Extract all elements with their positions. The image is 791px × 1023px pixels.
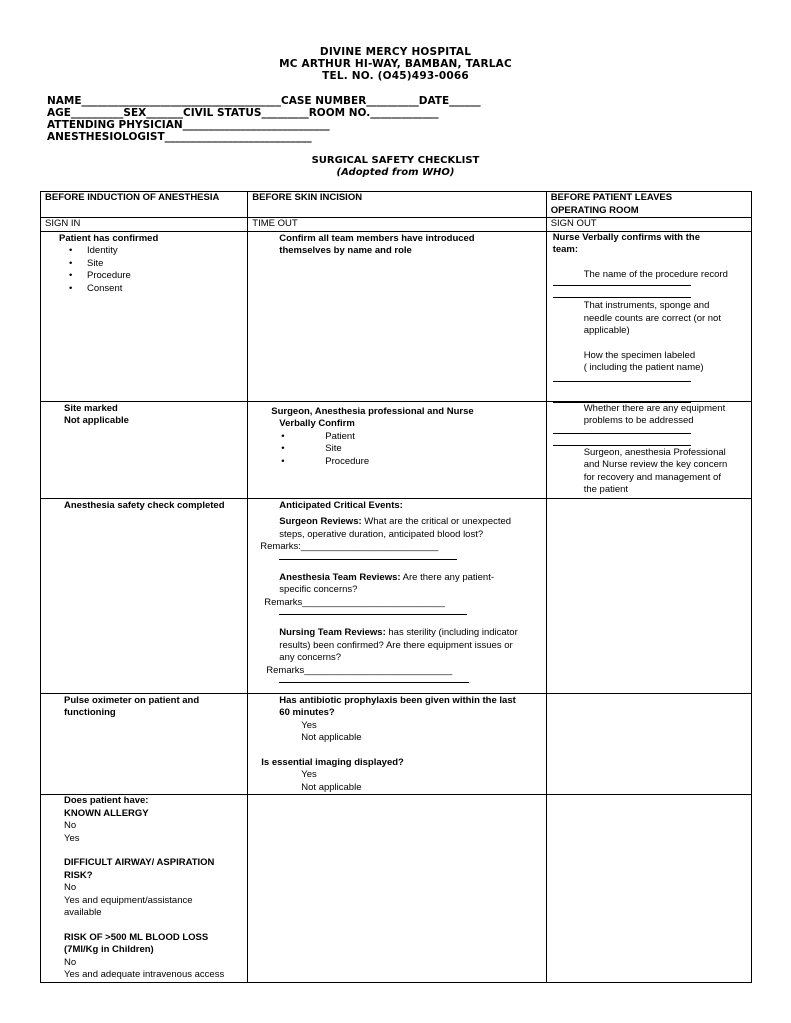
nursing-team-reviews-text2: results) been confirmed? Are there equipment issues or — [279, 639, 513, 651]
blood-loss-no-option[interactable]: No — [64, 956, 77, 968]
col3-header-line2: OPERATING ROOM — [550, 204, 639, 216]
specimen-line2: ( including the patient name) — [583, 362, 704, 373]
row3-col1 — [41, 498, 248, 693]
allergy-yes-option[interactable]: Yes — [64, 832, 80, 844]
row4-col3 — [546, 693, 751, 795]
patient-confirmed-label: Patient has confirmed — [59, 232, 159, 244]
row5-col1 — [41, 795, 248, 983]
phase-sign-in: SIGN IN — [41, 218, 248, 232]
airway-risk-line1: DIFFICULT AIRWAY/ ASPIRATION — [64, 857, 215, 868]
recovery-review-line1[interactable]: Surgeon, anesthesia Professional — [583, 446, 726, 458]
surgeon-reviews-text2: steps, operative duration, anticipated blood lost? — [279, 528, 484, 540]
surgeon-remarks-field[interactable]: Remarks:__________________________ — [260, 541, 439, 552]
pulse-oximeter-line1[interactable]: Pulse oximeter on patient and — [64, 694, 200, 706]
equipment-problems-line2: problems to be addressed — [583, 415, 694, 426]
verbal-confirm-line1: Surgeon, Anesthesia professional and Nurse — [271, 405, 474, 417]
checklist-subtitle: (Adopted from WHO) — [336, 167, 455, 178]
checklist-table — [40, 191, 752, 983]
recovery-review-line4: the patient — [583, 484, 629, 495]
procedure-item[interactable]: • Procedure — [59, 270, 247, 283]
imaging-question: Is essential imaging displayed? — [261, 756, 404, 768]
attending-physician-field[interactable]: ATTENDING PHYSICIAN____________________________ — [47, 119, 330, 131]
site-item[interactable]: • Site — [59, 258, 247, 271]
anesthesia-team-reviews-text1: Are there any patient- — [400, 571, 495, 583]
nursing-team-reviews-label: Nursing Team Reviews: — [279, 627, 386, 638]
verify-patient-item[interactable] — [271, 431, 545, 444]
phase-sign-out: SIGN OUT — [546, 218, 751, 232]
col3-header — [546, 192, 751, 218]
verify-procedure-item[interactable] — [271, 456, 545, 469]
hospital-tel: TEL. NO. (O45)493-0066 — [322, 70, 469, 82]
row2-col2 — [248, 401, 546, 498]
airway-risk-line2: RISK? — [64, 869, 93, 881]
col3-header-line1: BEFORE PATIENT LEAVES — [550, 192, 673, 203]
nurse-confirms-line1: Nurse Verbally confirms with the — [552, 231, 700, 243]
imaging-na-option[interactable]: Not applicable — [301, 781, 362, 793]
surgeon-reviews-label: Surgeon Reviews: — [279, 516, 362, 527]
imaging-yes-option[interactable]: Yes — [301, 769, 317, 780]
recovery-review-line2: and Nurse review the key concern — [583, 459, 728, 470]
airway-yes-option-line2: available — [64, 907, 102, 918]
team-intro-line2: themselves by name and role — [279, 245, 412, 256]
row5-col3 — [546, 795, 751, 983]
specimen-line1[interactable]: How the specimen labeled — [583, 349, 696, 361]
antibiotic-yes-option[interactable]: Yes — [301, 719, 317, 731]
nursing-team-reviews-text3: any concerns? — [279, 652, 342, 663]
verify-site-item[interactable] — [271, 443, 545, 456]
airway-no-option[interactable]: No — [64, 882, 77, 893]
counts-line2: needle counts are correct (or not — [583, 312, 721, 324]
counts-line3: applicable) — [583, 325, 630, 336]
verify-patient-label: Patient — [325, 430, 355, 442]
row4-col1 — [41, 693, 248, 795]
row1-col1 — [41, 231, 248, 401]
anesthesiologist-field[interactable]: ANESTHESIOLOGIST____________________________ — [47, 131, 312, 143]
row2-col1 — [41, 401, 248, 498]
nursing-team-reviews — [248, 627, 545, 640]
checklist-title: SURGICAL SAFETY CHECKLIST — [311, 155, 480, 166]
row5-col2 — [248, 795, 546, 983]
recovery-review-line3: for recovery and management of — [583, 471, 721, 483]
antibiotic-question-line1: Has antibiotic prophylaxis been given within the last — [279, 694, 516, 706]
row4-col2 — [248, 693, 546, 795]
anesthesia-safety-check-label[interactable]: Anesthesia safety check completed — [64, 499, 225, 511]
surgeon-reviews — [248, 516, 545, 529]
anesthesia-team-reviews-label: Anesthesia Team Reviews: — [279, 571, 401, 583]
blood-loss-yes-option[interactable]: Yes and adequate intravenous access — [64, 969, 225, 980]
anesthesia-team-reviews — [248, 572, 545, 585]
anesthesia-team-reviews-text2: specific concerns? — [279, 584, 358, 595]
nurse-confirms-line2: team: — [552, 244, 579, 255]
consent-item[interactable]: • Consent — [59, 283, 247, 296]
site-not-applicable-label[interactable]: Not applicable — [64, 415, 129, 426]
identity-item[interactable]: • Identity — [59, 245, 247, 258]
surgeon-reviews-text1: What are the critical or unexpected — [361, 516, 512, 527]
hospital-name: DIVINE MERCY HOSPITAL — [319, 46, 472, 58]
row3-col3 — [546, 498, 751, 693]
row2-col3 — [546, 401, 751, 498]
row1-col3 — [546, 231, 751, 401]
phase-time-out: TIME OUT — [248, 218, 546, 232]
row1-col2 — [248, 231, 546, 401]
antibiotic-na-option[interactable]: Not applicable — [301, 732, 362, 743]
antibiotic-question-line2: 60 minutes? — [279, 707, 335, 718]
does-patient-have-label: Does patient have: — [64, 795, 149, 806]
counts-line1[interactable]: That instruments, sponge and — [583, 300, 710, 311]
equipment-problems-line1[interactable]: Whether there are any equipment — [583, 402, 726, 414]
col2-header: BEFORE SKIN INCISION — [248, 192, 546, 218]
known-allergy-label: KNOWN ALLERGY — [64, 807, 149, 819]
row3-col2 — [248, 498, 546, 693]
verify-procedure-label: Procedure — [325, 455, 370, 467]
verify-site-label: Site — [325, 443, 342, 454]
blood-loss-line1: RISK OF >500 ML BLOOD LOSS — [64, 931, 209, 943]
team-intro-line1[interactable]: Confirm all team members have introduced — [279, 232, 475, 244]
procedure-record-item[interactable]: The name of the procedure record — [583, 268, 728, 280]
age-sex-status-room-field[interactable]: AGE__________SEX_______CIVIL STATUS_________ROOM NO._____________ — [47, 107, 439, 119]
nursing-team-reviews-text1: has sterility (including indicator — [385, 627, 518, 638]
verbal-confirm-line2: Verbally Confirm — [279, 418, 355, 429]
name-case-date-field[interactable]: NAME______________________________________CASE NUMBER__________DATE______ — [47, 95, 481, 107]
site-marked-label[interactable]: Site marked — [64, 402, 118, 414]
nursing-remarks-field[interactable]: Remarks____________________________ — [266, 664, 453, 676]
pulse-oximeter-line2: functioning — [64, 707, 116, 718]
blood-loss-line2: (7Ml/Kg in Children) — [64, 944, 154, 955]
hospital-address: MC ARTHUR HI-WAY, BAMBAN, TARLAC — [279, 58, 512, 70]
airway-yes-option-line1[interactable]: Yes and equipment/assistance — [64, 894, 193, 906]
anesthesia-remarks-field[interactable]: Remarks___________________________ — [264, 596, 445, 608]
allergy-no-option[interactable]: No — [64, 820, 77, 831]
col1-header: BEFORE INDUCTION OF ANESTHESIA — [41, 192, 248, 218]
critical-events-title: Anticipated Critical Events: — [279, 499, 403, 511]
